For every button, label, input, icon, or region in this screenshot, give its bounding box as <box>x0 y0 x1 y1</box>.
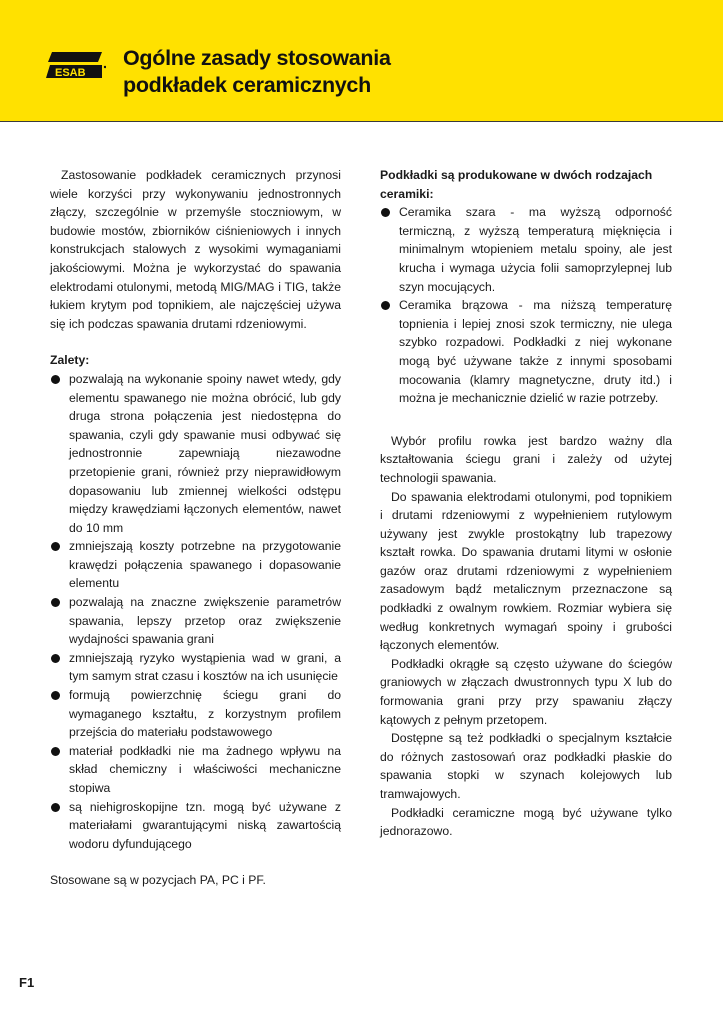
title-line-1: Ogólne zasady stosowania <box>123 46 391 70</box>
list-item: zmniejszają koszty potrzebne na przygotowanie krawędzi połączenia spawanego i dopasowanie elementu <box>50 537 341 593</box>
bullet-icon <box>381 208 390 217</box>
body-paragraph: Podkładki ceramiczne mogą być używane tylko jednorazowo. <box>380 805 672 839</box>
body-paragraph: Do spawania elektrodami otulonymi, pod topnikiem i drutami rdzeniowymi z wypełnieniem rutylowym używany jest zwykle prostokątny lub trapezowy kształt rowka. Do spawania drutami litymi w osłonie gazów oraz drutami rdzeniowymi z wypełnieniem zasadowym bądź metalicznym przeznaczone są podkładki z owalnym rowkiem. Rozmiar wybiera się według konkretnych wymagań spoiny i grubości łączonych elementów. <box>380 489 672 653</box>
list-item: zmniejszają ryzyko wystąpienia wad w grani, a tym samym strat czasu i kosztów na ich usunięcie <box>50 649 341 686</box>
spacer <box>380 408 672 432</box>
left-column <box>50 166 341 890</box>
intro-paragraph: Zastosowanie podkładek ceramicznych przynosi wiele korzyści przy wykonywaniu jednostronnych złączy, szczególnie w przemyśle stoczniowym, w budowie mostów, zbiorników ciśnieniowych i innych konstrukcjach stalowych z wysokimi wymaganiami jakościowymi. Można je wykorzystać do spawania elektrodami otulonymi, metodą MIG/MAG i TIG, także łukiem krytym pod topnikiem, ale najczęściej używa się ich podczas spawania drutami rdzeniowymi. <box>50 168 341 331</box>
list-item: formują powierzchnię ściegu grani do wymaganego kształtu, z korzystnym profilem przejścia do materiału podstawowego <box>50 686 341 742</box>
list-item: pozwalają na wykonanie spoiny nawet wtedy, gdy elementu spawanego nie można obrócić, lub gdy druga strona połączenia jest niedostępna do spawania, czyli gdy spawanie musi odbywać się jednostronnie zapewniają niezawodne przetopienie grani, również przy nieprawidłowym dopasowaniu lub zmiennej wielkości odstępu między krawędziami łączonych elementów, nawet do 10 mm <box>50 370 341 537</box>
ceramic-types-list <box>380 203 672 408</box>
spacer <box>50 853 341 871</box>
right-column <box>380 166 672 841</box>
list-item: materiał podkładki nie ma żadnego wpływu na skład chemiczny i właściwości mechaniczne stopiwa <box>50 742 341 798</box>
body-paragraph: Dostępne są też podkładki o specjalnym kształcie do różnych zastosowań oraz podkładki płaskie do spawania stopki w szynach kolejowych lub tramwajowych. <box>380 731 672 801</box>
list-item: Ceramika szara - ma wyższą odporność termiczną, z wyższą temperaturą mięknięcia i minimalnym wtopieniem metalu spoiny, ale jest krucha i wymaga użycia folii samoprzylepnej lub szyn mocujących. <box>380 203 672 296</box>
advantages-heading: Zalety: <box>50 353 90 368</box>
bullet-icon <box>51 747 60 756</box>
positions-text: Stosowane są w pozycjach PA, PC i PF. <box>50 873 266 888</box>
list-item: są niehigroskopijne tzn. mogą być używane z materiałami gwarantującymi niską zawartością wodoru dyfundującego <box>50 798 341 854</box>
body-paragraph: Wybór profilu rowka jest bardzo ważny dla kształtowania ściegu grani i zależy od użytej technologii spawania. <box>380 433 672 485</box>
bullet-icon <box>381 301 390 310</box>
list-item: Ceramika brązowa - ma niższą temperaturę topnienia i lepiej znosi szok termiczny, nie ulega szybko rozpadowi. Podkładki z niej wykonane mogą być używane także z innymi sposobami mocowania (klamry magnetyczne, druty itd.) i można je mechanicznie dzielić w razie potrzeby. <box>380 296 672 408</box>
title-line-2: podkładek ceramicznych <box>123 73 371 97</box>
header-band <box>0 0 723 122</box>
bullet-icon <box>51 375 60 384</box>
bullet-icon <box>51 691 60 700</box>
advantages-list <box>50 370 341 853</box>
bullet-icon <box>51 542 60 551</box>
types-heading: Podkładki są produkowane w dwóch rodzajach ceramiki: <box>380 168 653 201</box>
spacer <box>50 333 341 351</box>
svg-text:ESAB: ESAB <box>55 67 86 79</box>
bullet-icon <box>51 654 60 663</box>
bullet-icon <box>51 803 60 812</box>
page-number: F1 <box>19 975 35 990</box>
page-title <box>123 45 683 99</box>
esab-logo <box>46 50 106 80</box>
body-paragraph: Podkładki okrągłe są często używane do ściegów graniowych w złączach dwustronnych typu X lub do formowania grani przy przy spawaniu złączy kątowych z pełnym przetopem. <box>380 656 672 727</box>
list-item: pozwalają na znaczne zwiększenie parametrów spawania, lepszy przetop oraz zwiększenie wydajności spawania grani <box>50 593 341 649</box>
bullet-icon <box>51 598 60 607</box>
